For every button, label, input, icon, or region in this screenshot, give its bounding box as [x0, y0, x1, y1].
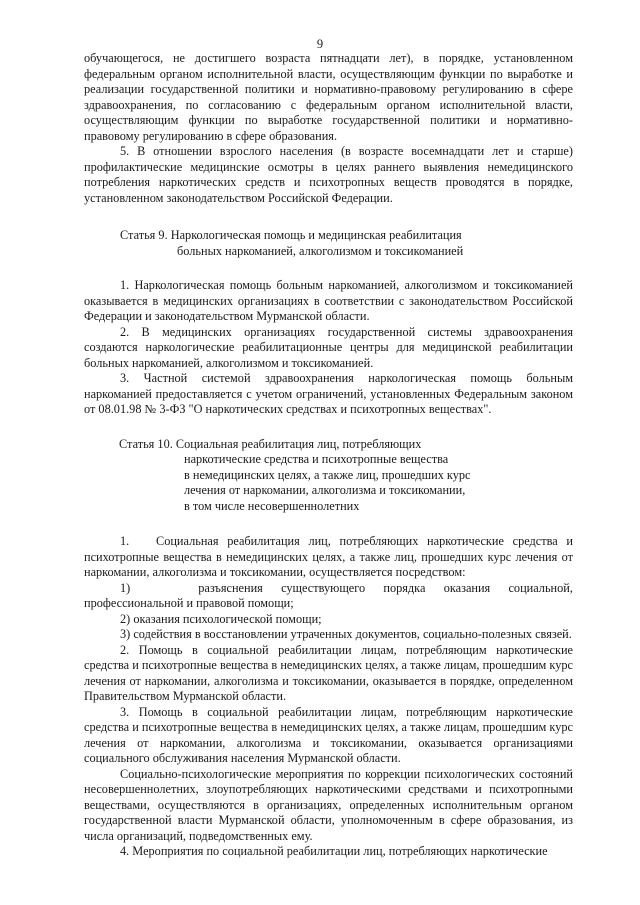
- subitem-1-word: 1): [120, 580, 131, 595]
- article-10-subitem-1-first-line: [84, 581, 573, 597]
- document-body: [84, 51, 573, 860]
- subitem-1-word: оказания: [443, 580, 491, 595]
- subitem-1-word: существующего: [281, 580, 366, 595]
- article-9-heading-line-1: Статья 9. Наркологическая помощь и медицинская реабилитация: [120, 228, 462, 242]
- article-10-heading-line-4: лечения от наркомании, алкоголизма и токсикомании,: [184, 483, 466, 497]
- article-10-paragraph-1: [84, 534, 573, 581]
- paragraph-continued: обучающегося, не достигшего возраста пятнадцати лет), в порядке, установленном федеральным органом исполнительной власти, осуществляющим функции по выработке и реализации государственной политики и нормативно-правовому регулированию в сфере здравоохранения, по согласованию с федеральным органом исполнительной власти, осуществляющим функции по выработке государственной политики и нормативно-правовому регулированию в сфере образования.: [84, 51, 573, 143]
- article-9-paragraph-3: 3. Частной системой здравоохранения наркологическая помощь больным наркоманией предоставляется с учетом ограничений, установленных Федеральным законом от 08.01.98 № 3-ФЗ "О наркотических средствах и психотропных веществах".: [84, 371, 573, 416]
- article-10-paragraph-2: 2. Помощь в социальной реабилитации лицам, потребляющим наркотические средства и психотропные вещества в немедицинских целях, а также лицам, прошедшим курс лечения от наркомании, алкоголизма и токсикомании, оказывается в порядке, определенном Правительством Мурманской области.: [84, 642, 573, 703]
- article-10-subitem-3: 3) содействия в восстановлении утраченных документов, социально-полезных связей.: [120, 627, 572, 641]
- subitem-1-word: социальной,: [508, 580, 573, 595]
- paragraph-5: 5. В отношении взрослого населения (в возрасте восемнадцати лет и старше) профилактические медицинские осмотры в целях раннего выявления немедицинского потребления наркотических средств и психотропных веществ проводятся в порядке, установленном законодательством Российской Федерации.: [84, 144, 573, 205]
- subitem-1-word: порядка: [383, 580, 426, 595]
- article-10-paragraph-1-text: Социальная реабилитация лиц, потребляющих наркотические средства и психотропные вещества в немедицинских целях, а также лиц, прошедших курс лечения от наркомании, алкоголизма и токсикомании, осуществляется посредством:: [84, 534, 573, 579]
- article-9-paragraph-2: 2. В медицинских организациях государственной системы здравоохранения создаются наркологические реабилитационные центры для медицинской реабилитации больных наркоманией, алкоголизмом и токсикоманией.: [84, 324, 573, 370]
- subitem-1-word: разъяснения: [198, 580, 263, 595]
- article-10-subitem-1-continued: профессиональной и правовой помощи;: [84, 596, 294, 610]
- article-10-heading-line-2: наркотические средства и психотропные вещества: [184, 452, 449, 466]
- article-10-heading-line-3: в немедицинских целях, а также лиц, прошедших курс: [184, 467, 471, 482]
- article-10-heading: [84, 437, 573, 515]
- article-10-paragraph-3: 3. Помощь в социальной реабилитации лицам, потребляющим наркотические средства и психотропные вещества в немедицинских целях, а также лицам, прошедшим курс лечения от наркомании, алкоголизма и токсикомании, оказывается организациями социального обслуживания населения Мурманской области.: [84, 704, 573, 765]
- article-10-heading-line-1: Статья 10. Социальная реабилитация лиц, потребляющих: [119, 436, 422, 451]
- article-9-paragraph-1: 1. Наркологическая помощь больным наркоманией, алкоголизмом и токсикоманией оказывается в медицинских организациях в соответствии с законодательством Российской Федерации и законодательством Мурманской области.: [84, 278, 573, 323]
- article-10-paragraph-4: 4. Мероприятия по социальной реабилитации лиц, потребляющих наркотические: [120, 844, 548, 858]
- article-9-heading: [84, 228, 573, 259]
- article-10-paragraph-1-number: 1.: [120, 534, 130, 548]
- article-10-paragraph-3-continued: Социально-психологические мероприятия по коррекции психологических состояний несовершеннолетних, злоупотребляющих наркотическими средствами и психотропными веществами, осуществляются в организациях, определенных исполнительным органом государственной власти Мурманской области, уполномоченным в сфере образования, из числа организаций, подведомственных ему.: [84, 766, 573, 843]
- page-number: 9: [316, 37, 324, 51]
- article-10-subitem-2: 2) оказания психологической помощи;: [120, 611, 322, 626]
- article-10-heading-line-5: в том числе несовершеннолетних: [184, 498, 360, 513]
- article-9-heading-line-2: больных наркоманией, алкоголизмом и токсикоманией: [177, 243, 464, 258]
